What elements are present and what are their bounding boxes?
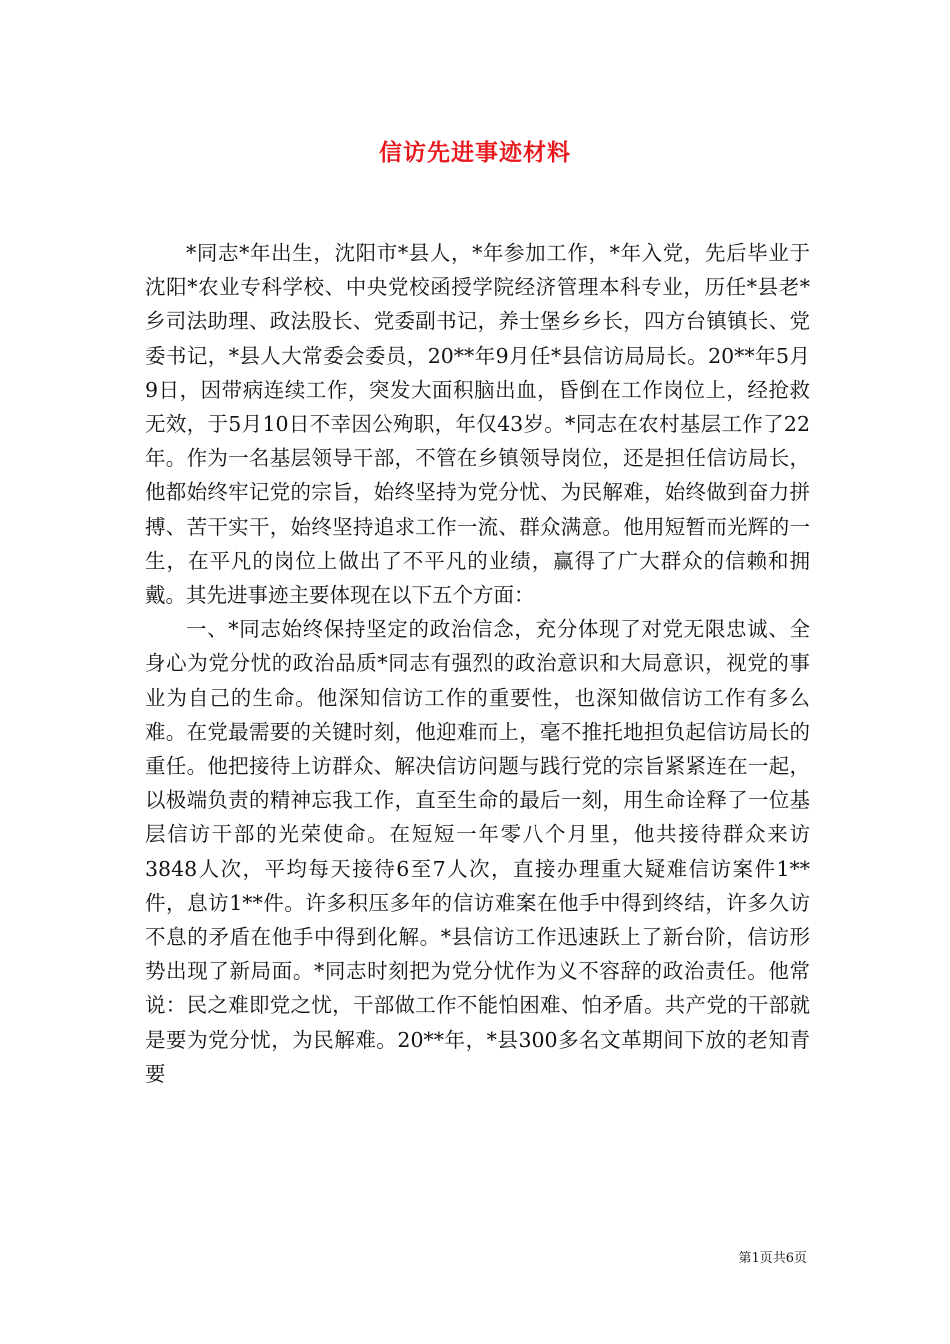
document-title: 信访先进事迹材料 (379, 139, 571, 166)
document-body (145, 236, 810, 1091)
page-number-footer: 第1页共6页 (738, 1251, 807, 1266)
paragraph-intro: *同志*年出生，沈阳市*县人，*年参加工作，*年入党，先后毕业于沈阳*农业专科学校、中央党校函授学院经济管理本科专业，历任*县老*乡司法助理、政法股长、党委副书记，养士堡乡乡长，四方台镇镇长、党委书记，*县人大常委会委员，20**年9月任*县信访局局长。20**年5月9日，因带病连续工作，突发大面积脑出血，昏倒在工作岗位上，经抢救无效，于5月10日不幸因公殉职，年仅43岁。*同志在农村基层工作了22年。作为一名基层领导干部，不管在乡镇领导岗位，还是担任信访局长，他都始终牢记党的宗旨，始终坚持为党分忧、为民解难，始终做到奋力拼搏、苦干实干，始终坚持追求工作一流、群众满意。他用短暂而光辉的一生，在平凡的岗位上做出了不平凡的业绩，赢得了广大群众的信赖和拥戴。其先进事迹主要体现在以下五个方面： (145, 241, 810, 608)
paragraph-section-one: 一、*同志始终保持坚定的政治信念，充分体现了对党无限忠诚、全身心为党分忧的政治品质*同志有强烈的政治意识和大局意识，视党的事业为自己的生命。他深知信访工作的重要性，也深知做信访工作有多么难。在党最需要的关键时刻，他迎难而上，毫不推托地担负起信访局长的重任。他把接待上访群众、解决信访问题与践行党的宗旨紧紧连在一起，以极端负责的精神忘我工作，直至生命的最后一刻，用生命诠释了一位基层信访干部的光荣使命。在短短一年零八个月里，他共接待群众来访3848人次，平均每天接待6至7人次，直接办理重大疑难信访案件1**件，息访1**件。许多积压多年的信访难案在他手中得到终结，许多久访不息的矛盾在他手中得到化解。*县信访工作迅速跃上了新台阶，信访形势出现了新局面。*同志时刻把为党分忧作为义不容辞的政治责任。他常说：民之难即党之忧，干部做工作不能怕困难、怕矛盾。共产党的干部就是要为党分忧，为民解难。20**年，*县300多名文革期间下放的老知青要 (145, 617, 810, 1086)
